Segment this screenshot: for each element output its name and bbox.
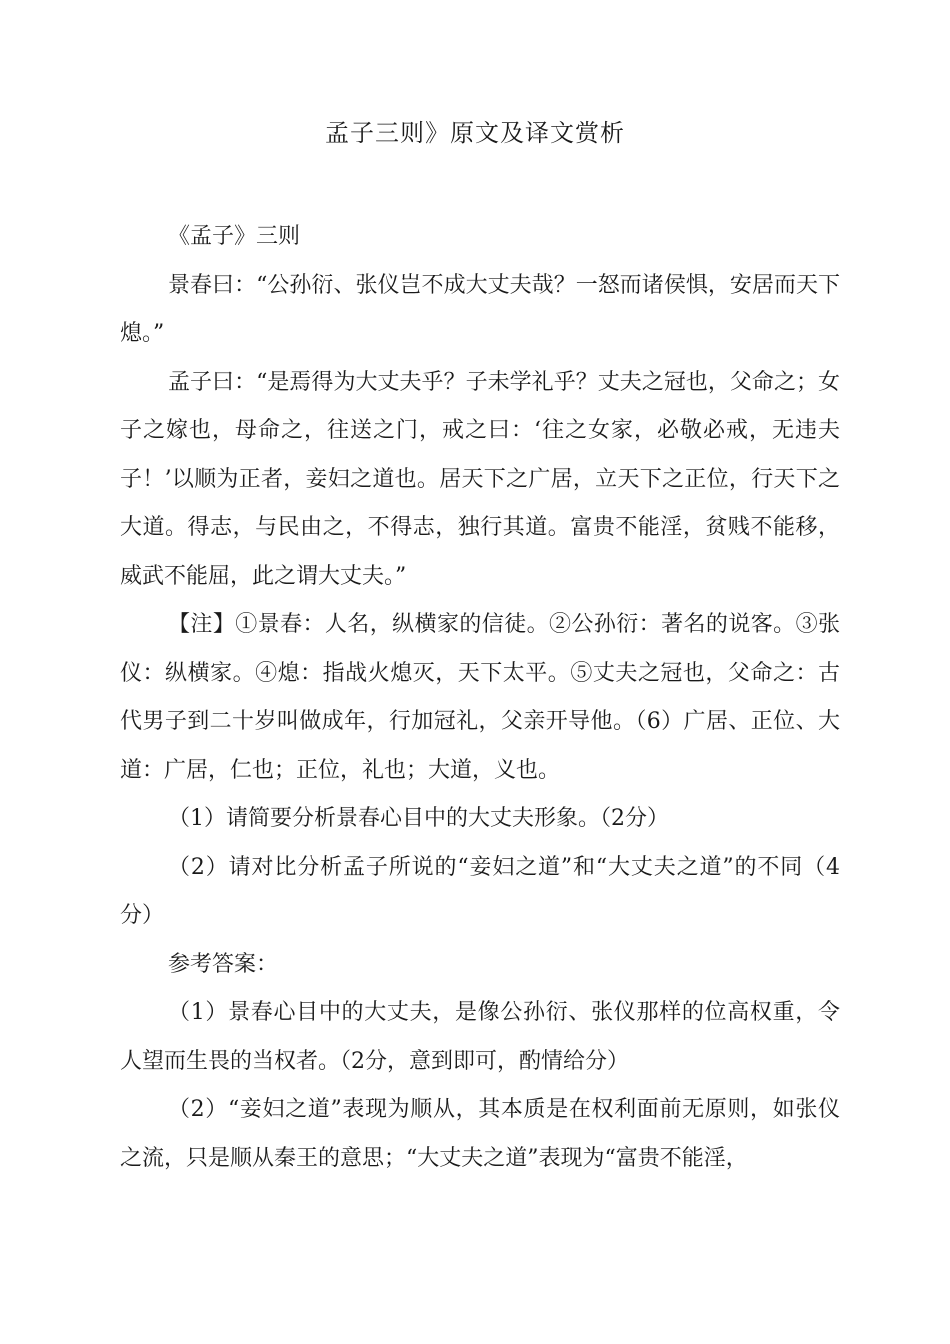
question-2: （2）请对比分析孟子所说的“妾妇之道”和“大丈夫之道”的不同（4分） xyxy=(120,854,840,928)
paragraph-notes: 【注】①景春：人名，纵横家的信徒。②公孙衍：著名的说客。③张仪：纵横家。④熄：指战火熄灭，天下太平。⑤丈夫之冠也，父命之：古代男子到二十岁叫做成年，行加冠礼，父亲开导他。（6）广居、正位、大道：广居，仁也；正位，礼也；大道，义也。 xyxy=(120,612,840,783)
question-1: （1）请简要分析景春心目中的大丈夫形象。（2分） xyxy=(168,806,669,831)
paragraph-jingchun: 景春曰：“公孙衍、张仪岂不成大丈夫哉？一怒而诸侯惧，安居而天下熄。” xyxy=(120,272,840,346)
section-heading: 《孟子》三则 xyxy=(168,224,301,249)
document-title: 孟子三则》原文及译文赏析 xyxy=(325,119,625,147)
answer-2: （2）“妾妇之道”表现为顺从，其本质是在权利面前无原则，如张仪之流，只是顺从秦王的意思；“大丈夫之道”表现为“富贵不能淫， xyxy=(120,1097,840,1171)
document-body xyxy=(120,213,840,1183)
answer-1: （1）景春心目中的大丈夫，是像公孙衍、张仪那样的位高权重，令人望而生畏的当权者。（2分，意到即可，酌情给分） xyxy=(120,1000,840,1074)
answer-heading: 参考答案： xyxy=(168,951,279,977)
paragraph-mengzi: 孟子曰：“是焉得为大丈夫乎？子未学礼乎？丈夫之冠也，父命之；女子之嫁也，母命之，往送之门，戒之曰：‘往之女家，必敬必戒，无违夫子！’以顺为正者，妾妇之道也。居天下之广居，立天下之正位，行天下之大道。得志，与民由之，不得志，独行其道。富贵不能淫，贫贱不能移，威武不能屈，此之谓大丈夫。” xyxy=(120,369,840,589)
